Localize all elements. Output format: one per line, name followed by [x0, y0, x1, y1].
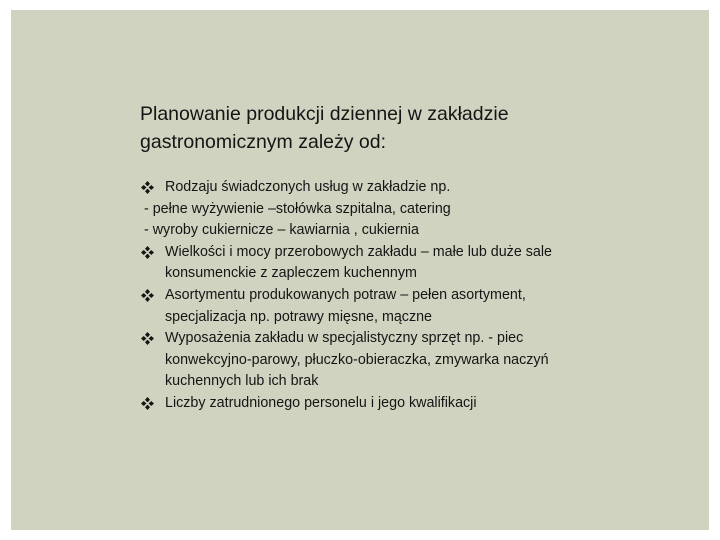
list-item-text: - wyroby cukiernicze – kawiarnia , cukiernia: [144, 222, 419, 239]
list-item-text: specjalizacja np. potrawy mięsne, mączne: [165, 308, 432, 325]
list-item: [140, 393, 685, 415]
four-diamond-bullet-icon: [141, 246, 154, 259]
four-diamond-bullet-icon: [141, 397, 154, 410]
four-diamond-bullet-icon: [141, 289, 154, 302]
list-item-text: konsumenckie z zapleczem kuchennym: [165, 265, 417, 282]
slide: [11, 10, 709, 530]
list-item-text: Wyposażenia zakładu w specjalistyczny sprzęt np. - piec: [165, 330, 524, 347]
list-item: [140, 285, 685, 328]
title-line-1: Planowanie produkcji dziennej w zakładzie: [140, 103, 509, 125]
list-item-text: Rodzaju świadczonych usług w zakładzie np.: [165, 179, 451, 195]
slide-title: [140, 100, 620, 156]
list-item: [140, 220, 685, 242]
list-item: [140, 328, 685, 393]
list-item-text: Asortymentu produkowanych potraw – pełen asortyment,: [165, 286, 526, 303]
list-item: [140, 242, 685, 285]
list-item-text: konwekcyjno-parowy, płuczko-obieraczka, zmywarka naczyń: [165, 351, 549, 368]
list-item: [140, 199, 685, 221]
list-item-text: Wielkości i mocy przerobowych zakładu – małe lub duże sale: [165, 243, 552, 260]
list-item-text: Liczby zatrudnionego personelu i jego kwalifikacji: [165, 394, 477, 411]
title-line-2: gastronomicznym zależy od:: [140, 131, 387, 153]
list-item: [140, 177, 685, 199]
list-item-text: - pełne wyżywienie –stołówka szpitalna, catering: [144, 200, 451, 217]
list-item-text: kuchennych lub ich brak: [165, 373, 319, 390]
four-diamond-bullet-icon: [141, 181, 154, 194]
four-diamond-bullet-icon: [141, 332, 154, 345]
content-list: [140, 177, 685, 415]
